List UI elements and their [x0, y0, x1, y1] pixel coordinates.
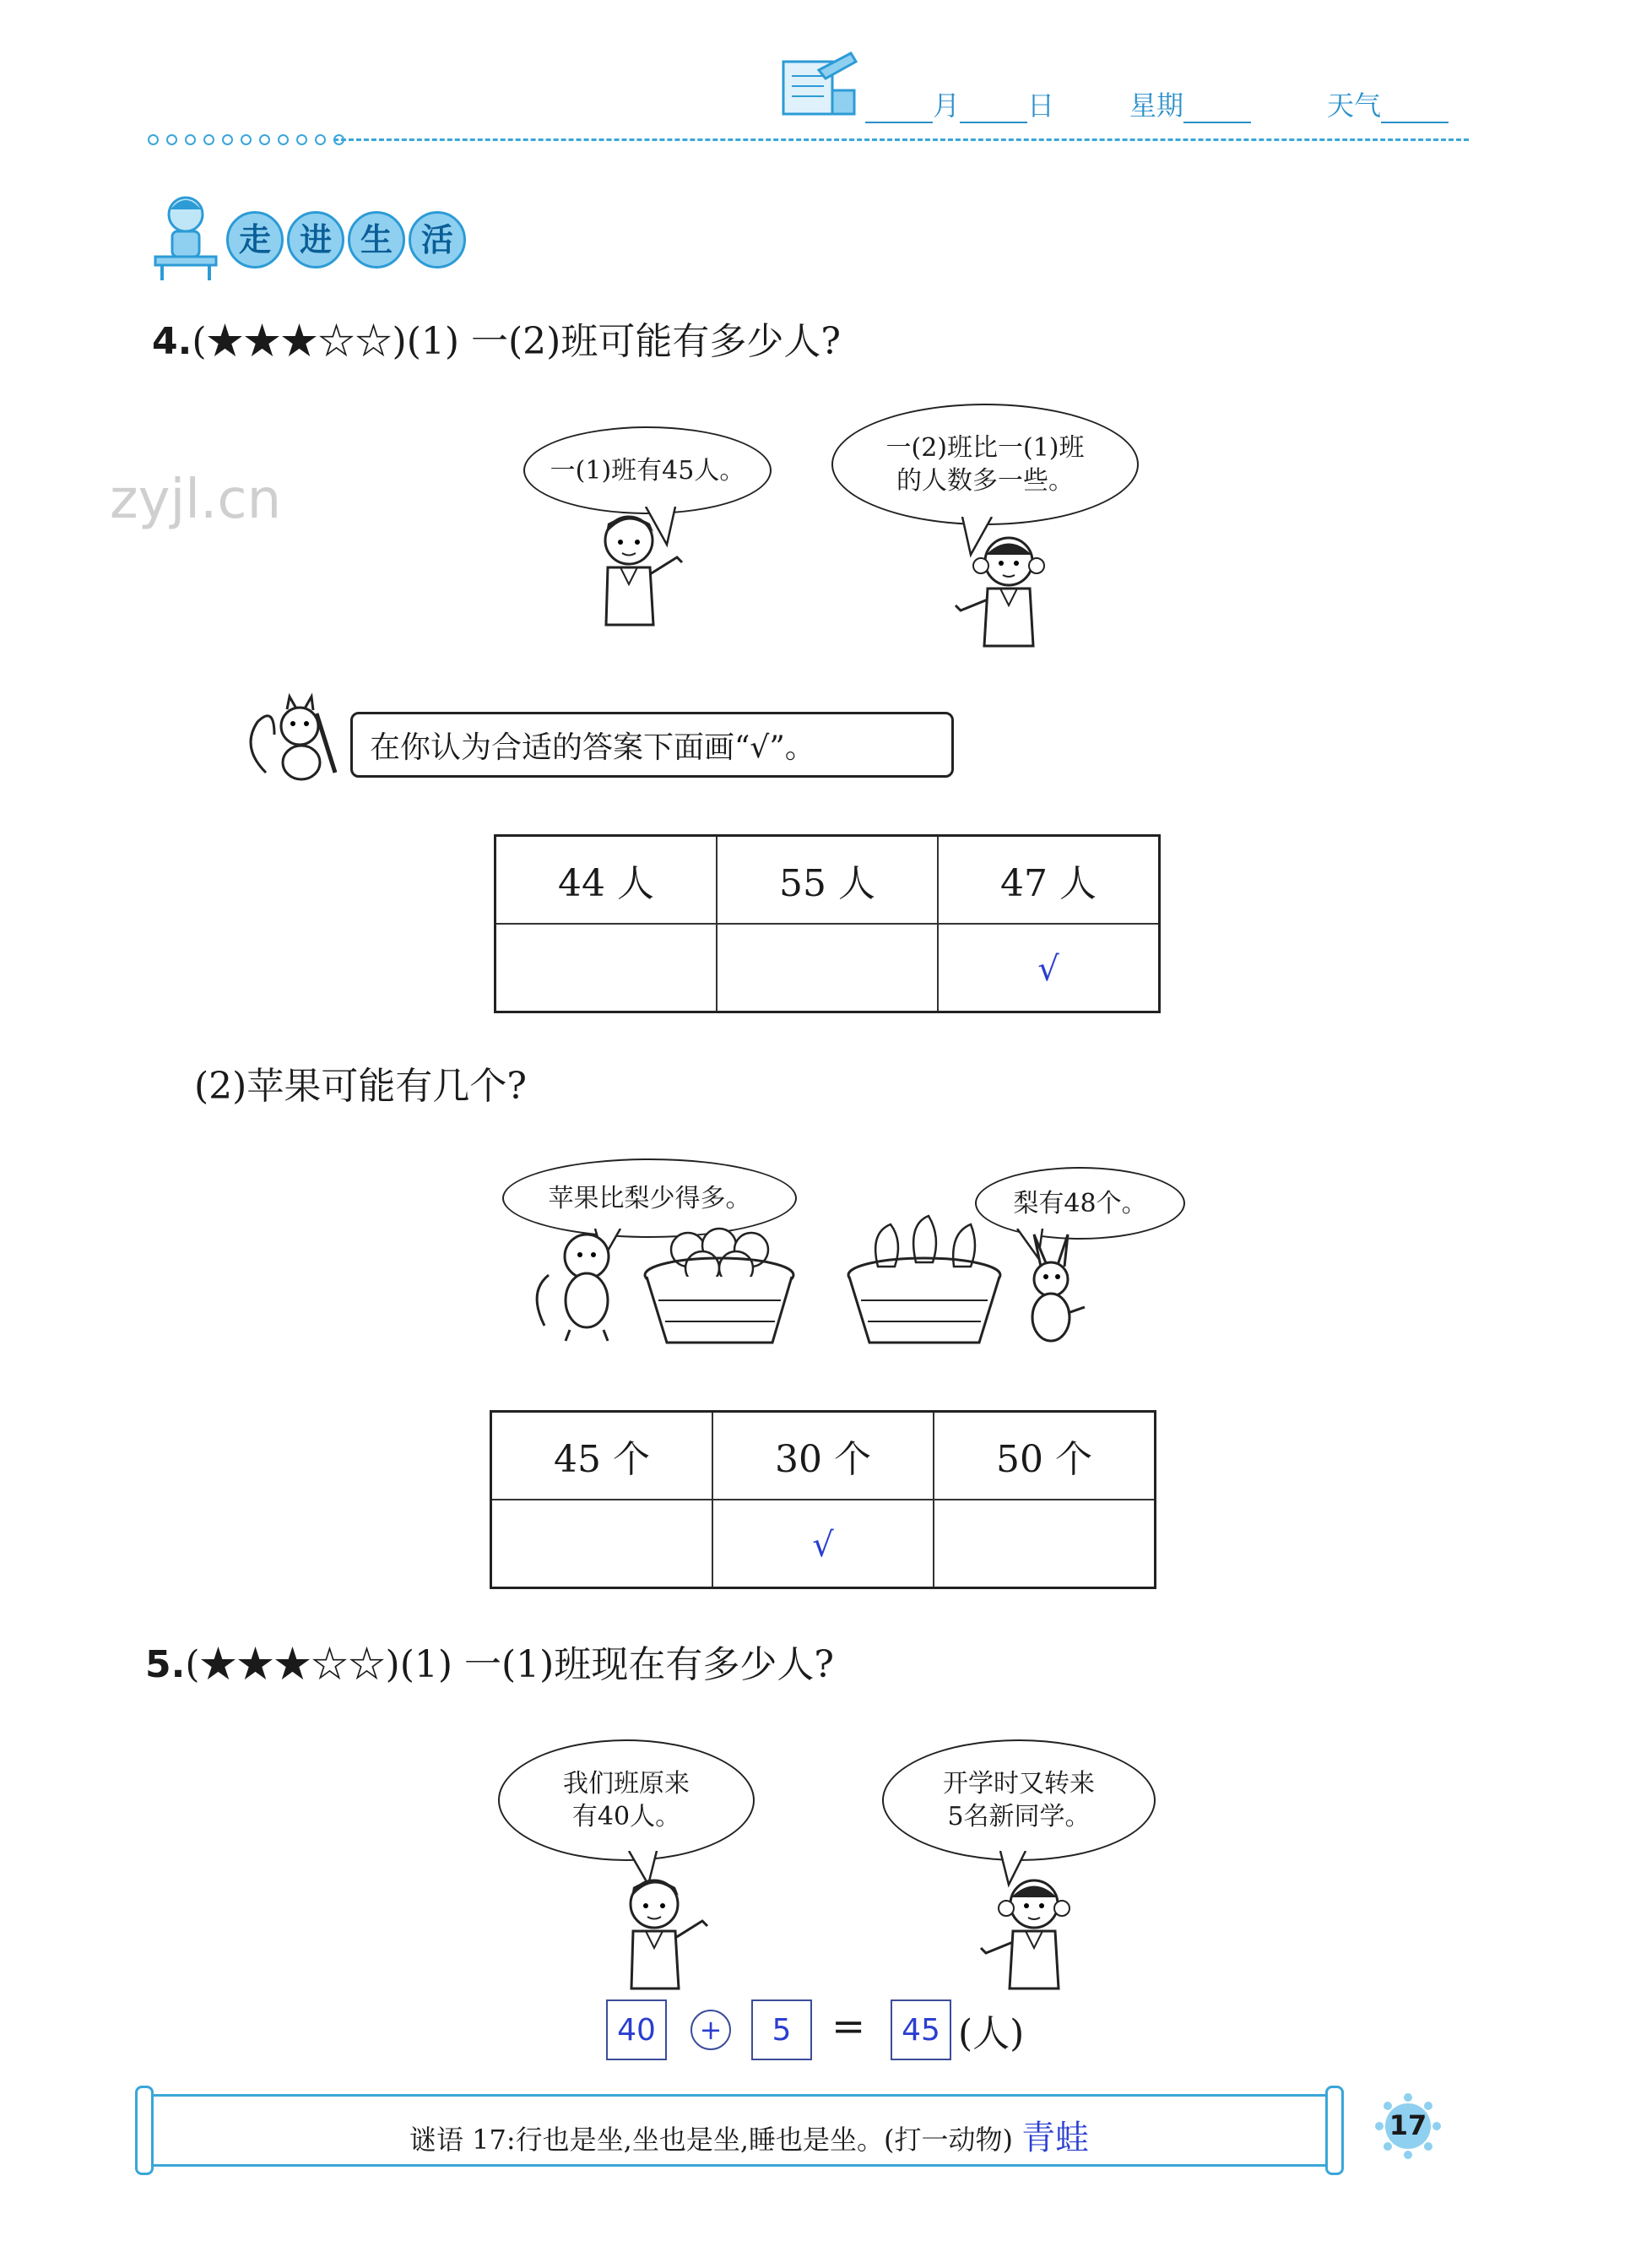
- answer-cell[interactable]: [491, 1500, 713, 1588]
- header-divider: [333, 138, 1469, 141]
- rabbit-speech-text: 梨有48个。: [1013, 1188, 1147, 1218]
- q5-girl-line1: 开学时又转来: [943, 1769, 1095, 1799]
- boy-figure-icon: [582, 507, 692, 633]
- check-mark: √: [812, 1525, 834, 1565]
- q5-girl-speech-bubble: [882, 1739, 1156, 1861]
- page-number: 17: [1389, 2109, 1427, 2141]
- check-mark: √: [1037, 949, 1059, 989]
- answer-cell[interactable]: [938, 924, 1160, 1012]
- day-label: 日: [1027, 90, 1055, 122]
- weather-line: [1327, 84, 1449, 123]
- monkey-speech-text: 苹果比梨少得多。: [548, 1183, 751, 1213]
- girl-figure-icon: [945, 528, 1064, 654]
- table-row-answers: [495, 924, 1160, 1012]
- weather-label: 天气: [1327, 90, 1382, 122]
- watermark: zyjl.cn: [110, 469, 282, 531]
- riddle-line: [409, 2111, 1089, 2159]
- q4-part1-answer-table: [494, 834, 1161, 1013]
- equation-operator[interactable]: +: [690, 2010, 731, 2050]
- weekday-blank[interactable]: [1183, 90, 1251, 123]
- option-cell: 50 个: [934, 1412, 1156, 1500]
- header-dot-row: [148, 134, 344, 145]
- answer-cell[interactable]: [712, 1500, 934, 1588]
- section-title-char-1: 走: [226, 211, 284, 269]
- weekday-line: [1129, 84, 1251, 123]
- date-line: [865, 84, 1054, 123]
- weekday-label: 星期: [1129, 90, 1184, 122]
- monkey-icon: [528, 1224, 637, 1343]
- answer-cell[interactable]: [934, 1500, 1156, 1588]
- section-title-char-3: 生: [348, 211, 405, 269]
- q5-boy-figure-icon: [608, 1870, 718, 1997]
- equation-box-b[interactable]: 5: [751, 1999, 812, 2060]
- q5-heading: [145, 1634, 834, 1688]
- scroll-left-roll: [135, 2086, 154, 2175]
- day-blank[interactable]: [960, 90, 1027, 123]
- q5-boy-line1: 我们班原来: [563, 1769, 690, 1799]
- q5-number: 5.: [145, 1643, 186, 1686]
- option-cell: 47 人: [938, 836, 1160, 925]
- weather-blank[interactable]: [1381, 90, 1449, 123]
- scroll-right-roll: [1325, 2086, 1344, 2175]
- month-blank[interactable]: [865, 90, 933, 123]
- reading-girl-icon: [150, 191, 222, 284]
- option-cell: 30 个: [712, 1412, 934, 1500]
- q4-heading: [152, 311, 841, 365]
- q5-boy-speech-bubble: [498, 1739, 755, 1861]
- instruction-text: 在你认为合适的答案下面画“√”。: [370, 730, 815, 765]
- option-cell: 55 人: [717, 836, 938, 925]
- apple-basket-icon: [642, 1216, 798, 1351]
- q5-girl-line2: 5名新同学。: [947, 1802, 1091, 1831]
- answer-cell[interactable]: [495, 924, 718, 1012]
- q4-stars: (★★★☆☆): [192, 320, 407, 363]
- equation-equals: =: [831, 2003, 866, 2050]
- girl-speech-line1: 一(2)班比一(1)班: [885, 433, 1085, 463]
- girl-speech-bubble: [831, 404, 1139, 525]
- option-cell: 45 个: [491, 1412, 713, 1500]
- table-row-options: [495, 836, 1160, 925]
- section-title-char-2: 进: [287, 211, 344, 269]
- option-cell: 44 人: [495, 836, 718, 925]
- equation-box-a[interactable]: 40: [606, 1999, 667, 2060]
- q4-part2-answer-table: [490, 1410, 1156, 1589]
- q5-girl-figure-icon: [971, 1870, 1089, 1997]
- girl-speech-line2: 的人数多一些。: [896, 466, 1074, 496]
- calendar-icon: [777, 46, 861, 122]
- month-label: 月: [933, 90, 961, 122]
- q4-number: 4.: [152, 320, 192, 363]
- q5-prompt: (1) 一(1)班现在有多少人?: [399, 1643, 834, 1686]
- rabbit-icon: [1009, 1233, 1093, 1351]
- boy-speech-bubble: [523, 426, 772, 514]
- riddle-answer: 青蛙: [1021, 2119, 1090, 2157]
- squirrel-icon: [241, 688, 346, 785]
- pear-basket-icon: [844, 1207, 1005, 1351]
- q4-part2-prompt: (2)苹果可能有几个?: [194, 1065, 527, 1108]
- q4-part1-prompt: (1) 一(2)班可能有多少人?: [406, 320, 841, 363]
- table-row-options: [491, 1412, 1156, 1500]
- q5-boy-line2: 有40人。: [571, 1802, 681, 1831]
- equation-unit: (人): [958, 2012, 1025, 2055]
- boy-speech-text: 一(1)班有45人。: [550, 455, 745, 486]
- riddle-text: 谜语 17:行也是坐,坐也是坐,睡也是坐。(打一动物): [409, 2124, 1013, 2156]
- answer-cell[interactable]: [717, 924, 938, 1012]
- rabbit-speech-bubble: [975, 1167, 1185, 1240]
- instruction-box: [350, 712, 954, 778]
- equation-result[interactable]: 45: [891, 1999, 951, 2060]
- section-title-char-4: 活: [409, 211, 466, 269]
- q5-stars: (★★★☆☆): [185, 1643, 400, 1686]
- table-row-answers: [491, 1500, 1156, 1588]
